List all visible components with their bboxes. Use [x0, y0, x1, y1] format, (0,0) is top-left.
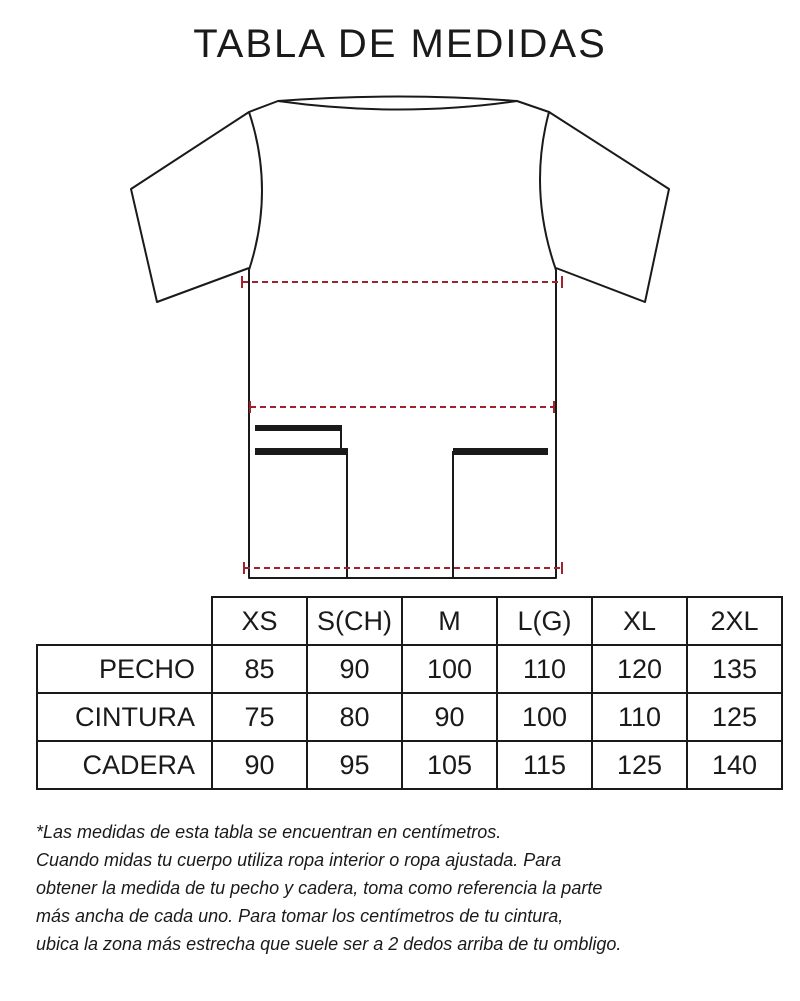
table-row — [37, 693, 782, 741]
size-header-cell: XL — [592, 597, 687, 645]
table-cell: 140 — [687, 741, 782, 789]
table-cell: 100 — [402, 645, 497, 693]
table-row — [37, 645, 782, 693]
shirt-right-sleeve — [549, 112, 669, 302]
size-header-cell: L(G) — [497, 597, 592, 645]
note-line: ubica la zona más estrecha que suele ser a 2 dedos arriba de tu ombligo. — [36, 934, 622, 954]
right-pocket-opening — [453, 448, 548, 455]
table-cell: 110 — [592, 693, 687, 741]
table-cell: 90 — [402, 693, 497, 741]
table-cell: 95 — [307, 741, 402, 789]
size-header-cell: XS — [212, 597, 307, 645]
table-cell: 100 — [497, 693, 592, 741]
table-cell: 110 — [497, 645, 592, 693]
small-pocket-outline — [255, 428, 341, 451]
table-corner — [37, 597, 212, 645]
table-cell: 105 — [402, 741, 497, 789]
note-line: más ancha de cada uno. Para tomar los centímetros de tu cintura, — [36, 906, 564, 926]
table-cell: 90 — [212, 741, 307, 789]
table-cell: 125 — [687, 693, 782, 741]
table-cell: 115 — [497, 741, 592, 789]
table-cell: 120 — [592, 645, 687, 693]
table-row — [37, 741, 782, 789]
left-pocket-opening — [255, 448, 348, 455]
table-cell: 135 — [687, 645, 782, 693]
shirt-neckline — [278, 97, 517, 102]
note-line: *Las medidas de esta tabla se encuentran en centímetros. — [36, 822, 502, 842]
table-cell: 90 — [307, 645, 402, 693]
table-cell: 75 — [212, 693, 307, 741]
size-header-cell: M — [402, 597, 497, 645]
row-label: CINTURA — [37, 693, 212, 741]
shirt-body-outline — [249, 101, 556, 578]
table-cell: 85 — [212, 645, 307, 693]
row-label: CADERA — [37, 741, 212, 789]
size-header-cell: 2XL — [687, 597, 782, 645]
small-pocket-opening — [255, 425, 342, 431]
size-table — [36, 596, 783, 790]
note-line: Cuando midas tu cuerpo utiliza ropa interior o ropa ajustada. Para — [36, 850, 562, 870]
table-cell: 80 — [307, 693, 402, 741]
table-cell: 125 — [592, 741, 687, 789]
size-header-row — [37, 597, 782, 645]
row-label: PECHO — [37, 645, 212, 693]
note-line: obtener la medida de tu pecho y cadera, toma como referencia la parte — [36, 878, 603, 898]
measurement-note — [36, 818, 786, 958]
size-header-cell: S(CH) — [307, 597, 402, 645]
page-title: TABLA DE MEDIDAS — [193, 22, 607, 66]
shirt-left-sleeve — [131, 112, 249, 302]
